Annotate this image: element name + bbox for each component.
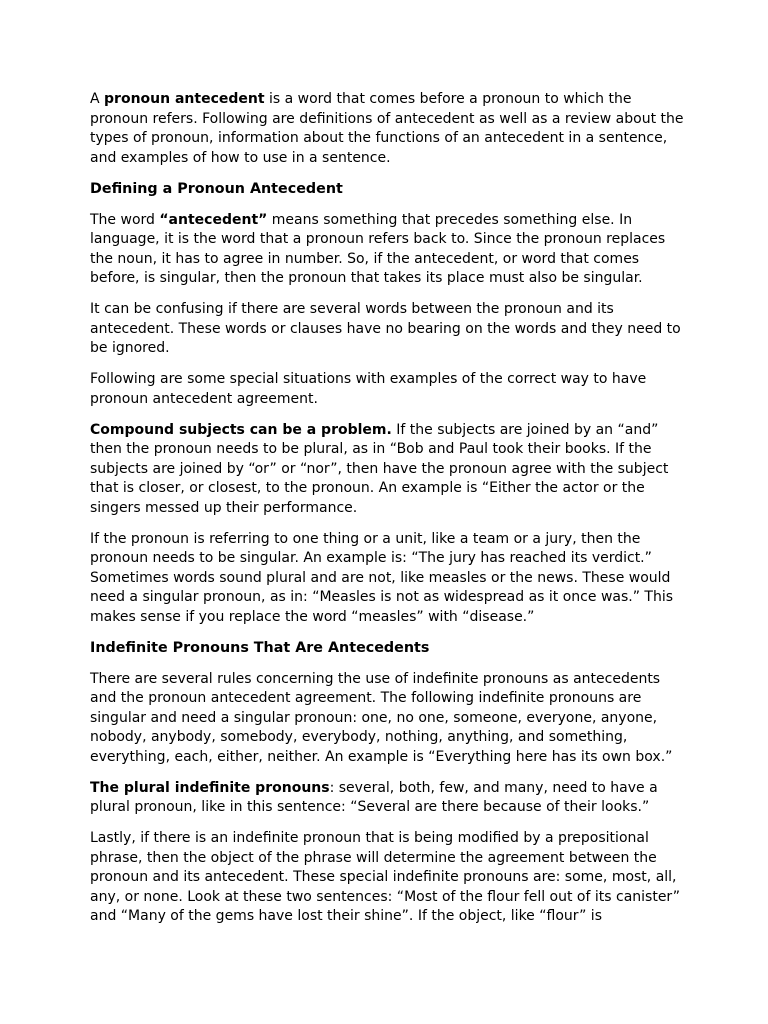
word-paragraph <box>90 211 690 289</box>
intro-paragraph <box>90 90 690 168</box>
intro-bold-term: pronoun antecedent <box>104 91 265 107</box>
plural-bold-lead: The plural indefinite pronouns <box>90 779 330 796</box>
unit-paragraph: If the pronoun is referring to one thing or a unit, like a team or a jury, then the pronoun needs to be singular. An example is: “The jury has reached its verdict.” Sometimes words sound plural and are not, like measles or the news. These would need a singular pronoun, as in: “Measles is not as widespread as it once was.” This makes sense if you replace the word “measles” with “disease.” <box>90 530 674 625</box>
rules-paragraph: There are several rules concerning the use of indefinite pronouns as antecedents and the pronoun antecedent agreement. The following indefinite pronouns are singular and need a singular pronoun: one, no one, someone, everyone, anyone, nobody, anybody, somebody, everybody, nothing, anything, and something, everything, each, either, neither. An example is “Everything here has its own box.” <box>90 670 673 765</box>
word-pre-text: The word <box>90 211 160 228</box>
word-post-text: means something that precedes something else. In language, it is the word that a pronoun refers back to. Since the pronoun replaces the noun, it has to agree in number. So, if the antecedent, or word that comes before, is singular, then the pronoun that takes its place must also be singular. <box>90 211 666 286</box>
compound-bold-lead: Compound subjects can be a problem. <box>90 421 392 438</box>
plural-paragraph <box>90 779 690 818</box>
compound-post-text: If the subjects are joined by an “and” then the pronoun needs to be plural, as in “Bob and Paul took their books. If the subjects are joined by “or” or “nor”, then have the pronoun agree with the subject that is closer, or closest, to the pronoun. An example is “Either the actor or the singers messed up their performance. <box>90 421 669 516</box>
compound-paragraph <box>90 421 690 519</box>
intro-post-text: is a word that comes before a pronoun to which the pronoun refers. Following are definitions of antecedent as well as a review about the types of pronoun, information about the functions of an antecedent in a sentence, and examples of how to use in a sentence. <box>90 91 684 166</box>
word-bold-term: “antecedent” <box>159 211 268 228</box>
plural-post-text: : several, both, few, and many, need to have a plural pronoun, like in this sentence: “Several are there because of their looks.” <box>90 779 658 815</box>
confusing-paragraph: It can be confusing if there are several words between the pronoun and its antecedent. These words or clauses have no bearing on the words and they need to be ignored. <box>90 301 681 356</box>
lastly-paragraph: Lastly, if there is an indefinite pronoun that is being modified by a prepositional phrase, then the object of the phrase will determine the agreement between the pronoun and its antecedent. These special indefinite pronouns are: some, most, all, any, or none. Look at these two sentences: “Most of the flour fell out of its canister” and “Many of the gems have lost their shine”. If the object, like “flour” is <box>90 830 681 924</box>
intro-pre-text: A <box>90 91 105 107</box>
special-paragraph: Following are some special situations with examples of the correct way to have pronoun antecedent agreement. <box>90 371 647 407</box>
heading-indefinite: Indefinite Pronouns That Are Antecedents <box>90 639 430 656</box>
document-page <box>90 90 690 938</box>
heading-defining: Defining a Pronoun Antecedent <box>90 180 343 197</box>
